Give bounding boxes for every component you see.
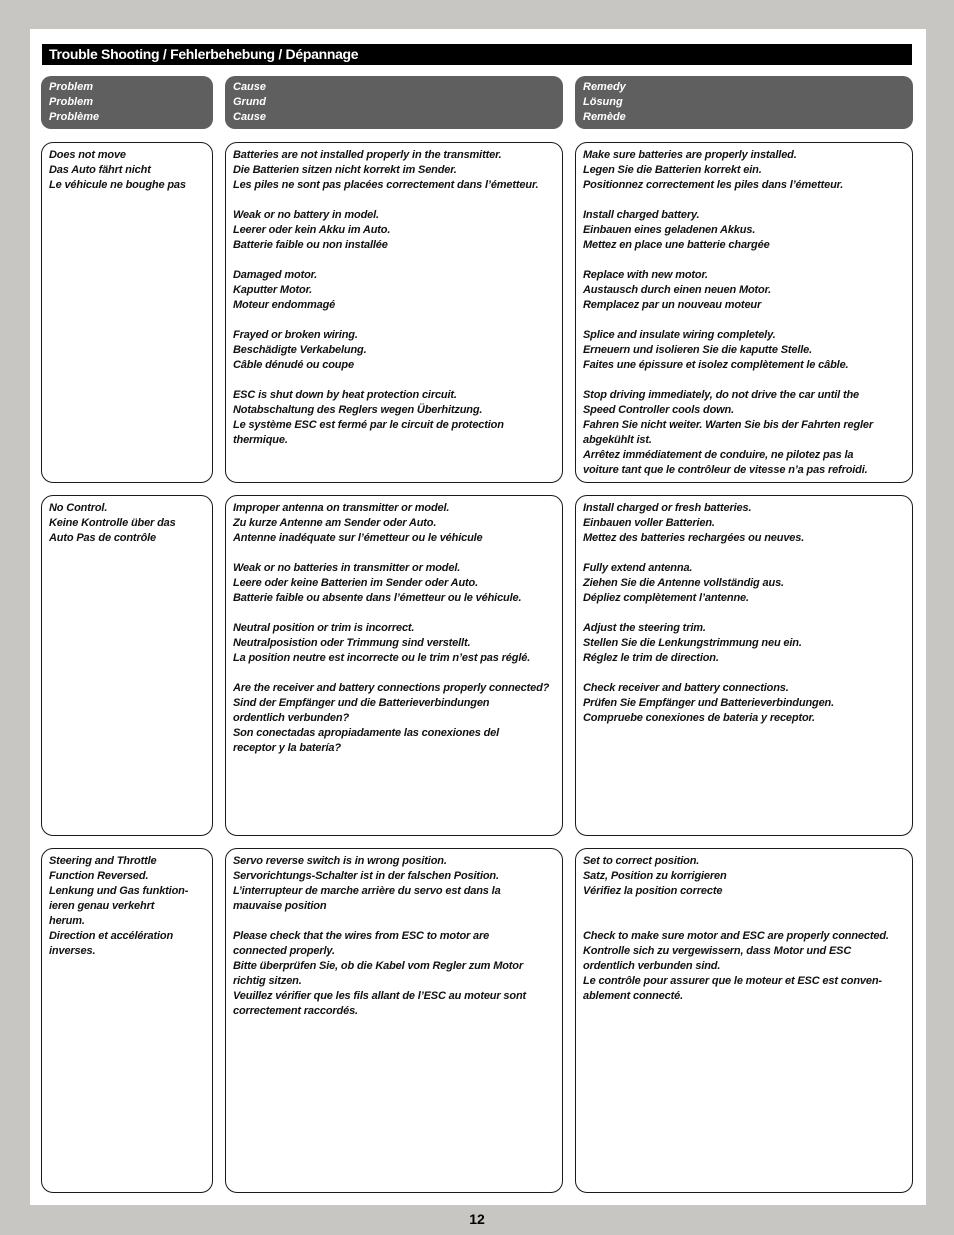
cause-text-line: L’interrupteur de marche arrière du servo est dans la [233, 885, 501, 897]
cause-entry [233, 854, 555, 914]
cause-text-line: Câble dénudé ou coupe [233, 359, 354, 371]
cause-text-line: Batteries are not installed properly in the transmitter. [233, 149, 502, 161]
cause-text-line: mauvaise position [233, 900, 327, 912]
remedy-text-line: abgekühlt ist. [583, 434, 652, 446]
remedy-entry [583, 854, 905, 899]
remedy-entry [583, 561, 905, 606]
cell-cause-row-3 [225, 848, 563, 1193]
remedy-text-line: Austausch durch einen neuen Motor. [583, 284, 772, 296]
header-problem [41, 76, 213, 129]
header-remedy-en: Remedy [583, 81, 626, 93]
cause-text-line: Les piles ne sont pas placées correctement dans l’émetteur. [233, 179, 539, 191]
problem-text-line: Function Reversed. [49, 870, 149, 882]
remedy-text-line: ablement connecté. [583, 990, 683, 1002]
remedy-text-line: Make sure batteries are properly installed. [583, 149, 797, 161]
remedy-text-line: Set to correct position. [583, 855, 700, 867]
remedy-text-line: Install charged battery. [583, 209, 700, 221]
cause-text-line: ESC is shut down by heat protection circuit. [233, 389, 457, 401]
remedy-text-line: Splice and insulate wiring completely. [583, 329, 776, 341]
remedy-text-line: Legen Sie die Batterien korrekt ein. [583, 164, 762, 176]
cell-problem-row-2 [41, 495, 213, 836]
header-remedy [575, 76, 913, 129]
remedy-text-line: Erneuern und isolieren Sie die kaputte Stelle. [583, 344, 813, 356]
cause-text-line: Antenne inadéquate sur l’émetteur ou le véhicule [233, 532, 483, 544]
cause-text-line: Batterie faible ou absente dans l’émetteur ou le véhicule. [233, 592, 522, 604]
remedy-text-line: Vérifiez la position correcte [583, 885, 723, 897]
remedy-text-line: Mettez des batteries rechargées ou neuves. [583, 532, 805, 544]
cause-text-line: Beschädigte Verkabelung. [233, 344, 367, 356]
cause-entry [233, 388, 555, 448]
problem-text-line: Auto Pas de contrôle [49, 532, 157, 544]
cause-text-line: Please check that the wires from ESC to motor are [233, 930, 490, 942]
problem-text-line: inverses. [49, 945, 96, 957]
remedy-text-line: Stop driving immediately, do not drive the car until the [583, 389, 860, 401]
cell-remedy-row-2 [575, 495, 913, 836]
cause-text-line: Servo reverse switch is in wrong position. [233, 855, 447, 867]
cause-text-line: Sind der Empfänger und die Batterieverbindungen [233, 697, 490, 709]
cause-text-line: Veuillez vérifier que les fils allant de l’ESC au moteur sont [233, 990, 527, 1002]
cause-entry [233, 929, 555, 1019]
problem-text-line: herum. [49, 915, 85, 927]
problem-entry [49, 148, 205, 193]
cell-cause-row-1 [225, 142, 563, 483]
problem-text-line: Keine Kontrolle über das [49, 517, 176, 529]
remedy-entry [583, 328, 905, 373]
remedy-text-line: Einbauen voller Batterien. [583, 517, 715, 529]
cause-text-line: Batterie faible ou non installée [233, 239, 388, 251]
remedy-text-line: Réglez le trim de direction. [583, 652, 719, 664]
remedy-text-line: Stellen Sie die Lenkungstrimmung neu ein. [583, 637, 802, 649]
remedy-text-line: Speed Controller cools down. [583, 404, 735, 416]
remedy-text-line: Replace with new motor. [583, 269, 708, 281]
cause-text-line: Kaputter Motor. [233, 284, 313, 296]
problem-text-line: Lenkung und Gas funktion- [49, 885, 189, 897]
remedy-text-line: Positionnez correctement les piles dans l’émetteur. [583, 179, 844, 191]
problem-text-line: Steering and Throttle [49, 855, 157, 867]
remedy-text-line: Ziehen Sie die Antenne vollständig aus. [583, 577, 784, 589]
problem-text-line: Le véhicule ne boughe pas [49, 179, 186, 191]
header-remedy-fr: Remède [583, 111, 626, 123]
cause-text-line: Notabschaltung des Reglers wegen Überhitzung. [233, 404, 483, 416]
problem-text-line: Direction et accélération [49, 930, 174, 942]
problem-text-line: Das Auto fährt nicht [49, 164, 151, 176]
remedy-entry [583, 268, 905, 313]
remedy-text-line: Remplacez par un nouveau moteur [583, 299, 762, 311]
header-cause-de: Grund [233, 96, 266, 108]
page-number: 12 [469, 1211, 485, 1227]
cause-text-line: Leere oder keine Batterien im Sender oder Auto. [233, 577, 478, 589]
problem-text-line: No Control. [49, 502, 108, 514]
remedy-text-line: Prüfen Sie Empfänger und Batterieverbindungen. [583, 697, 835, 709]
cause-text-line: Neutralposistion oder Trimmung sind verstellt. [233, 637, 471, 649]
remedy-text-line: Einbauen eines geladenen Akkus. [583, 224, 756, 236]
cell-remedy-row-3 [575, 848, 913, 1193]
remedy-text-line: Le contrôle pour assurer que le moteur et ESC est conven- [583, 975, 882, 987]
remedy-entry [583, 681, 905, 726]
cause-text-line: correctement raccordés. [233, 1005, 358, 1017]
cause-text-line: Are the receiver and battery connections properly connected? [233, 682, 550, 694]
remedy-entry [583, 621, 905, 666]
cause-entry [233, 561, 555, 606]
remedy-text-line: Fahren Sie nicht weiter. Warten Sie bis der Fahrten regler [583, 419, 874, 431]
remedy-text-line: Faites une épissure et isolez complètement le câble. [583, 359, 849, 371]
cause-entry [233, 621, 555, 666]
remedy-text-line: Kontrolle sich zu vergewissern, dass Motor und ESC [583, 945, 852, 957]
problem-text-line: ieren genau verkehrt [49, 900, 155, 912]
remedy-text-line: Compruebe conexiones de bateria y receptor. [583, 712, 815, 724]
cause-text-line: richtig sitzen. [233, 975, 302, 987]
remedy-entry [583, 208, 905, 253]
remedy-text-line: Install charged or fresh batteries. [583, 502, 752, 514]
cause-text-line: Improper antenna on transmitter or model. [233, 502, 450, 514]
cause-text-line: Leerer oder kein Akku im Auto. [233, 224, 391, 236]
header-problem-fr: Problème [49, 111, 100, 123]
remedy-text-line: Dépliez complètement l’antenne. [583, 592, 749, 604]
cell-problem-row-1 [41, 142, 213, 483]
cause-text-line: Servorichtungs-Schalter ist in der falschen Position. [233, 870, 499, 882]
page-title: Trouble Shooting / Fehlerbehebung / Dépannage [42, 44, 912, 65]
cause-text-line: Weak or no batteries in transmitter or model. [233, 562, 461, 574]
remedy-entry [583, 501, 905, 546]
header-cause-fr: Cause [233, 111, 267, 123]
remedy-text-line: Arrêtez immédiatement de conduire, ne pilotez pas la [583, 449, 854, 461]
problem-entry [49, 501, 205, 546]
cause-text-line: Frayed or broken wiring. [233, 329, 358, 341]
problem-text-line: Does not move [49, 149, 126, 161]
cause-text-line: Neutral position or trim is incorrect. [233, 622, 415, 634]
header-problem-en: Problem [49, 81, 94, 93]
remedy-text-line: ordentlich verbunden sind. [583, 960, 721, 972]
cause-text-line: Zu kurze Antenne am Sender oder Auto. [233, 517, 437, 529]
cell-cause-row-2 [225, 495, 563, 836]
remedy-text-line [583, 914, 905, 929]
cause-text-line: La position neutre est incorrecte ou le trim n’est pas réglé. [233, 652, 531, 664]
remedy-text-line: voiture tant que le contrôleur de vitesse n’a pas refroidi. [583, 464, 868, 476]
cell-remedy-row-1 [575, 142, 913, 483]
remedy-text-line: Fully extend antenna. [583, 562, 693, 574]
cause-text-line: connected properly. [233, 945, 335, 957]
cell-problem-row-3 [41, 848, 213, 1193]
cause-text-line: Le système ESC est fermé par le circuit de protection [233, 419, 504, 431]
cause-entry [233, 501, 555, 546]
cause-text-line: Damaged motor. [233, 269, 318, 281]
cause-entry [233, 208, 555, 253]
cause-text-line: ordentlich verbunden? [233, 712, 350, 724]
cause-text-line: Bitte überprüfen Sie, ob die Kabel vom Regler zum Motor [233, 960, 524, 972]
remedy-text-line: Mettez en place une batterie chargée [583, 239, 770, 251]
header-cause [225, 76, 563, 129]
cause-text-line: Weak or no battery in model. [233, 209, 379, 221]
remedy-text-line: Adjust the steering trim. [583, 622, 706, 634]
remedy-entry [583, 148, 905, 193]
problem-entry [49, 854, 205, 959]
cause-text-line: thermique. [233, 434, 288, 446]
cause-entry [233, 681, 555, 756]
cause-entry [233, 148, 555, 193]
remedy-entry [583, 914, 905, 1004]
header-problem-de: Problem [49, 96, 94, 108]
cause-text-line: Son conectadas apropiadamente las conexiones del [233, 727, 500, 739]
remedy-entry [583, 388, 905, 478]
header-cause-en: Cause [233, 81, 267, 93]
remedy-text-line: Check to make sure motor and ESC are properly connected. [583, 930, 889, 942]
cause-text-line: receptor y la batería? [233, 742, 341, 754]
cause-text-line: Die Batterien sitzen nicht korrekt im Sender. [233, 164, 457, 176]
cause-entry [233, 268, 555, 313]
cause-text-line: Moteur endommagé [233, 299, 336, 311]
remedy-text-line: Check receiver and battery connections. [583, 682, 789, 694]
cause-entry [233, 328, 555, 373]
header-remedy-de: Lösung [583, 96, 623, 108]
remedy-text-line: Satz, Position zu korrigieren [583, 870, 727, 882]
